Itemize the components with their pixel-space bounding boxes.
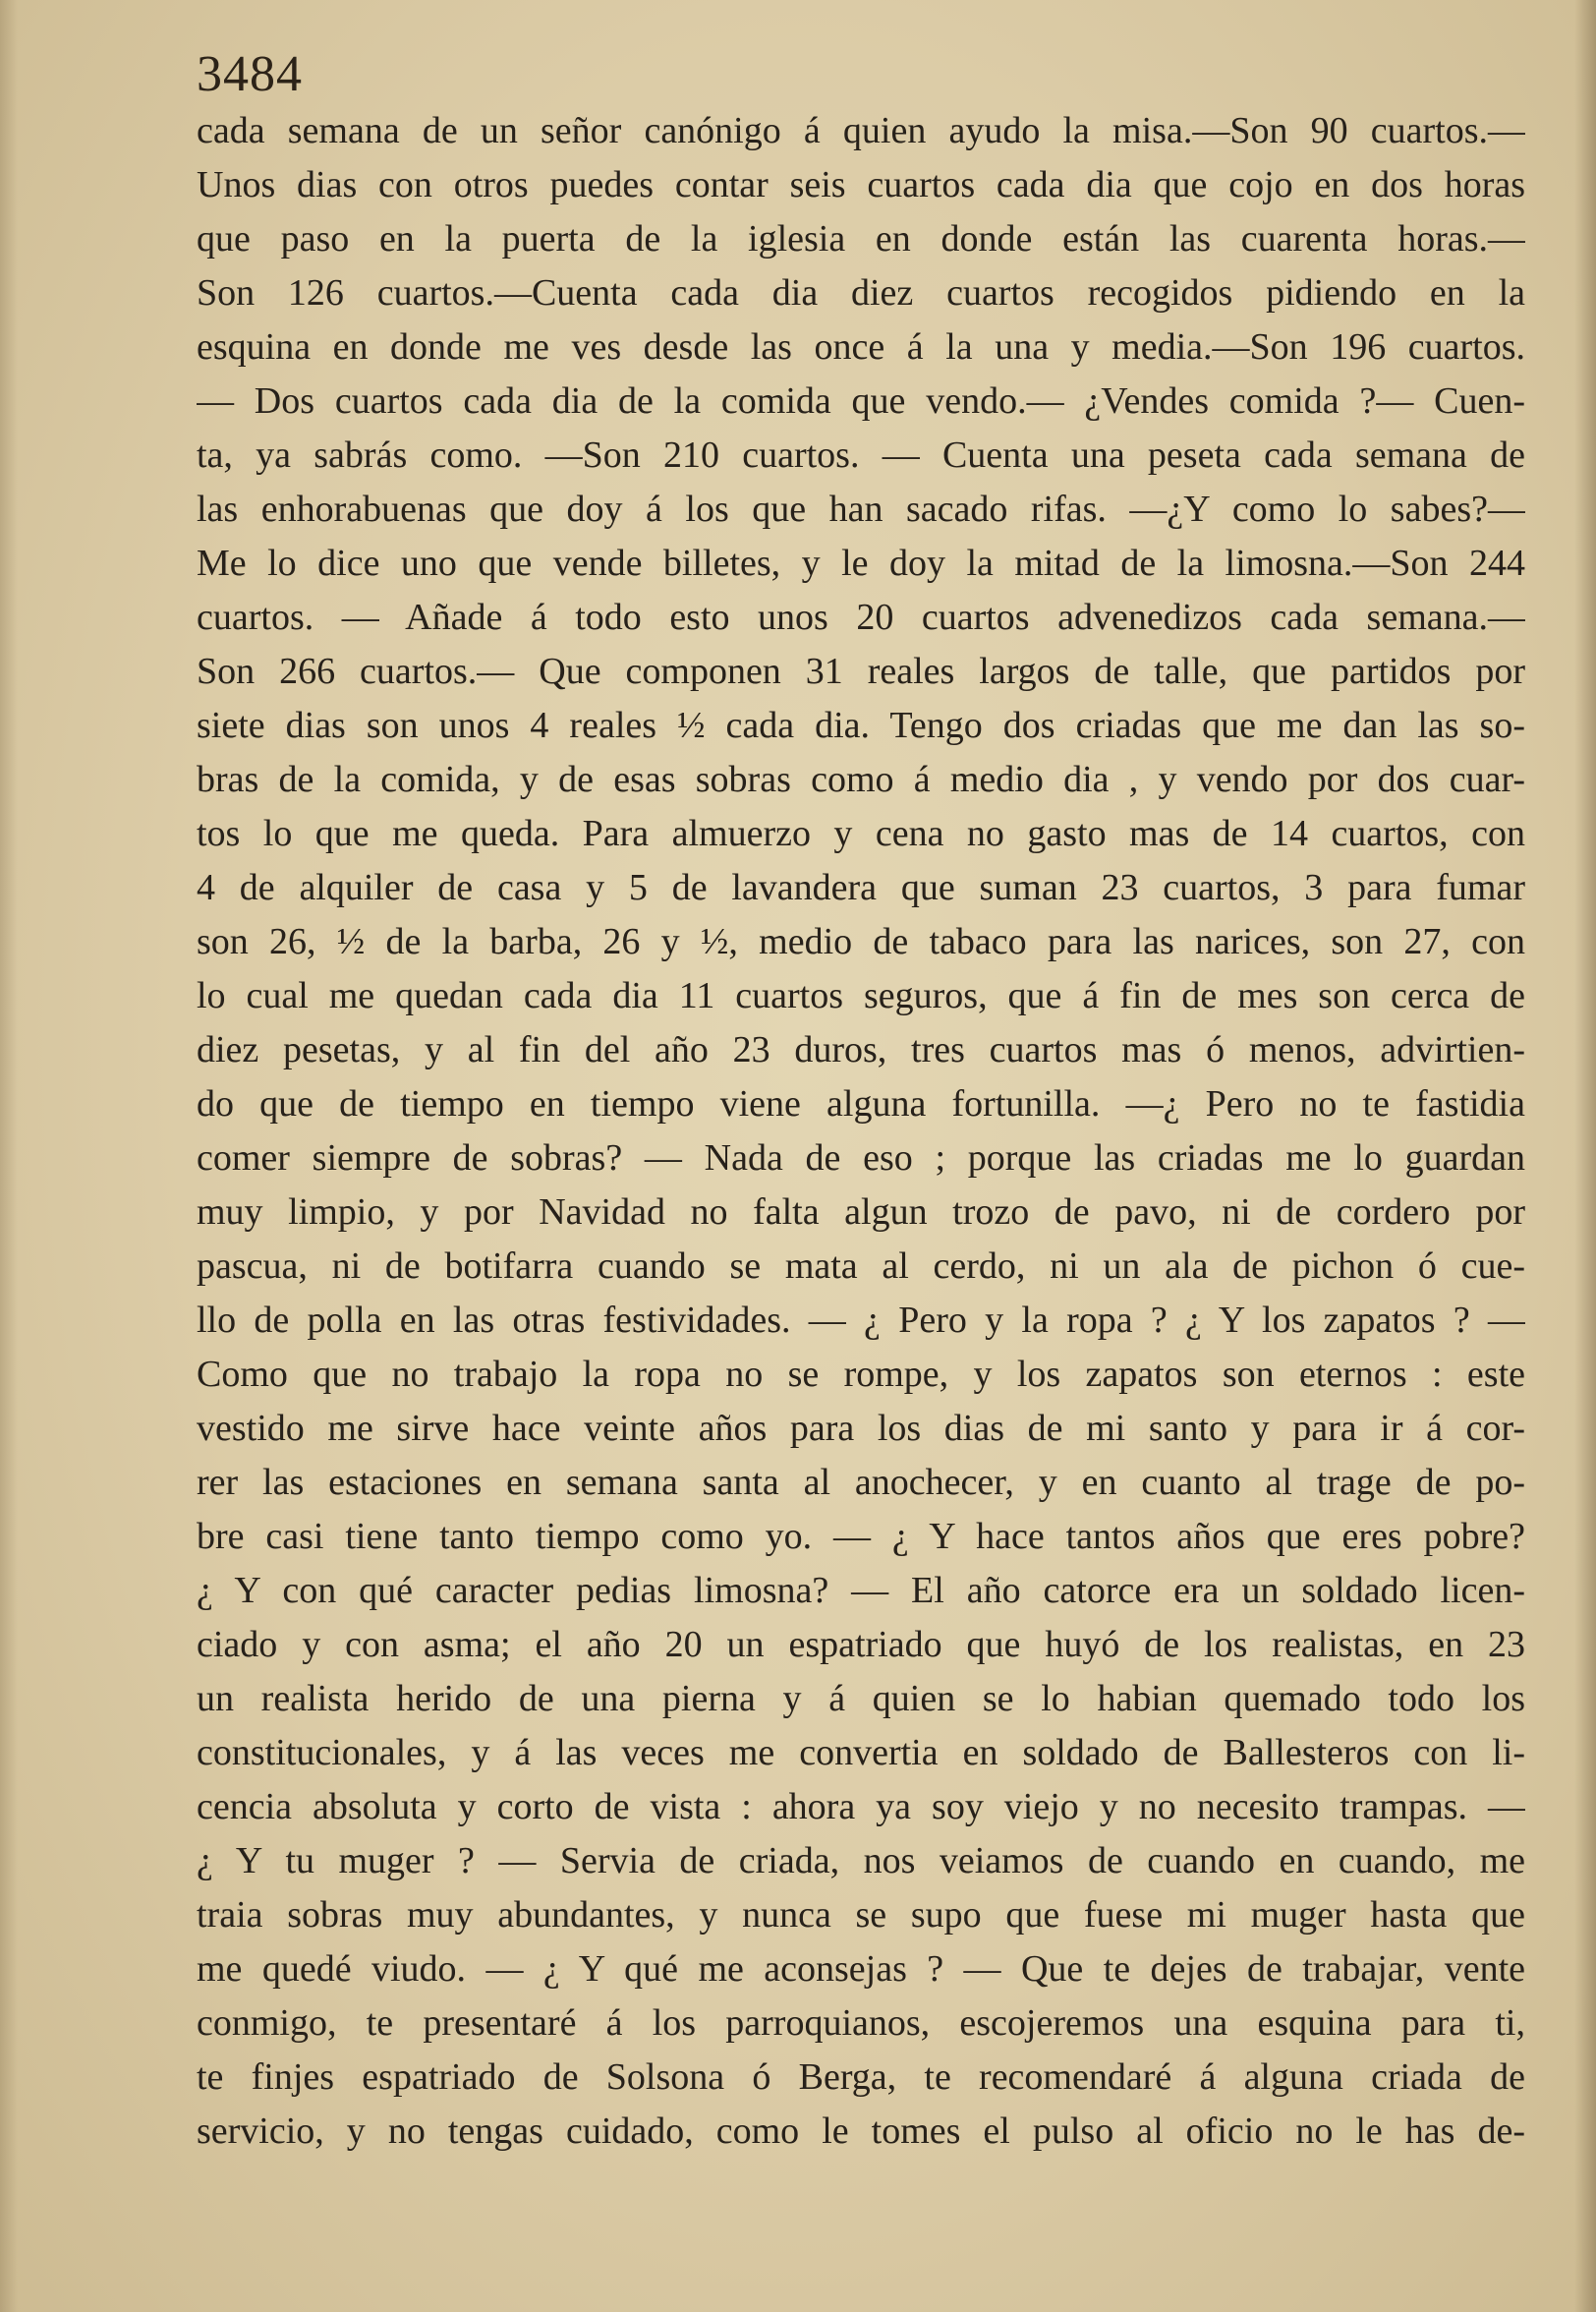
text-line: rer las estaciones en semana santa al anochecer, y en cuanto al trage de po- (197, 1462, 1525, 1503)
text-line: ¿ Y tu muger ? — Servia de criada, nos veiamos de cuando en cuando, me (197, 1840, 1525, 1881)
text-line: comer siempre de sobras? — Nada de eso ; porque las criadas me lo guardan (197, 1137, 1525, 1179)
text-line: 4 de alquiler de casa y 5 de lavandera que suman 23 cuartos, 3 para fumar (197, 867, 1525, 908)
text-line: do que de tiempo en tiempo viene alguna fortunilla. —¿ Pero no te fastidia (197, 1083, 1525, 1125)
text-line: pascua, ni de botifarra cuando se mata al cerdo, ni un ala de pichon ó cue- (197, 1245, 1525, 1287)
text-line: muy limpio, y por Navidad no falta algun trozo de pavo, ni de cordero por (197, 1191, 1525, 1233)
text-line: Como que no trabajo la ropa no se rompe, y los zapatos son eternos : este (197, 1354, 1525, 1395)
text-line: — Dos cuartos cada dia de la comida que vendo.— ¿Vendes comida ?— Cuen- (197, 380, 1525, 422)
text-line: te finjes espatriado de Solsona ó Berga, te recomendaré á alguna criada de (197, 2056, 1525, 2098)
text-line: diez pesetas, y al fin del año 23 duros, tres cuartos mas ó menos, advirtien- (197, 1029, 1525, 1070)
text-line: constitucionales, y á las veces me convertia en soldado de Ballesteros con li- (197, 1732, 1525, 1773)
text-line: Son 126 cuartos.—Cuenta cada dia diez cuartos recogidos pidiendo en la (197, 272, 1525, 314)
body-text (197, 104, 1525, 2159)
text-line: son 26, ½ de la barba, 26 y ½, medio de tabaco para las narices, son 27, con (197, 921, 1525, 962)
text-line: que paso en la puerta de la iglesia en donde están las cuarenta horas.— (197, 218, 1525, 260)
text-line: siete dias son unos 4 reales ½ cada dia. Tengo dos criadas que me dan las so- (197, 705, 1525, 746)
text-line: me quedé viudo. — ¿ Y qué me aconsejas ? — Que te dejes de trabajar, vente (197, 1948, 1525, 1990)
text-line: ciado y con asma; el año 20 un espatriado que huyó de los realistas, en 23 (197, 1624, 1525, 1665)
text-line: cencia absoluta y corto de vista : ahora ya soy viejo y no necesito trampas. — (197, 1786, 1525, 1827)
text-line: bras de la comida, y de esas sobras como á medio dia , y vendo por dos cuar- (197, 759, 1525, 800)
text-line: tos lo que me queda. Para almuerzo y cena no gasto mas de 14 cuartos, con (197, 813, 1525, 854)
text-line: ta, ya sabrás como. —Son 210 cuartos. — Cuenta una peseta cada semana de (197, 434, 1525, 476)
text-line: servicio, y no tengas cuidado, como le tomes el pulso al oficio no le has de- (197, 2110, 1525, 2152)
text-line: vestido me sirve hace veinte años para los dias de mi santo y para ir á cor- (197, 1408, 1525, 1449)
text-line: cada semana de un señor canónigo á quien ayudo la misa.—Son 90 cuartos.— (197, 110, 1525, 151)
page-edge-shadow (1574, 0, 1596, 2312)
text-line: conmigo, te presentaré á los parroquianos, escojeremos una esquina para ti, (197, 2002, 1525, 2044)
text-line: ¿ Y con qué caracter pedias limosna? — El año catorce era un soldado licen- (197, 1570, 1525, 1611)
gutter-shadow (0, 0, 18, 2312)
page-number: 3484 (197, 46, 303, 102)
text-line: llo de polla en las otras festividades. — ¿ Pero y la ropa ? ¿ Y los zapatos ? — (197, 1300, 1525, 1341)
text-line: un realista herido de una pierna y á quien se lo habian quemado todo los (197, 1678, 1525, 1719)
text-line: Unos dias con otros puedes contar seis cuartos cada dia que cojo en dos horas (197, 164, 1525, 205)
text-line: lo cual me quedan cada dia 11 cuartos seguros, que á fin de mes son cerca de (197, 975, 1525, 1016)
text-line: las enhorabuenas que doy á los que han sacado rifas. —¿Y como lo sabes?— (197, 489, 1525, 530)
text-line: Me lo dice uno que vende billetes, y le doy la mitad de la limosna.—Son 244 (197, 543, 1525, 584)
text-line: Son 266 cuartos.— Que componen 31 reales largos de talle, que partidos por (197, 651, 1525, 692)
text-line: traia sobras muy abundantes, y nunca se supo que fuese mi muger hasta que (197, 1894, 1525, 1936)
text-line: cuartos. — Añade á todo esto unos 20 cuartos advenedizos cada semana.— (197, 597, 1525, 638)
text-line: bre casi tiene tanto tiempo como yo. — ¿ Y hace tantos años que eres pobre? (197, 1516, 1525, 1557)
text-line: esquina en donde me ves desde las once á la una y media.—Son 196 cuartos. (197, 326, 1525, 368)
